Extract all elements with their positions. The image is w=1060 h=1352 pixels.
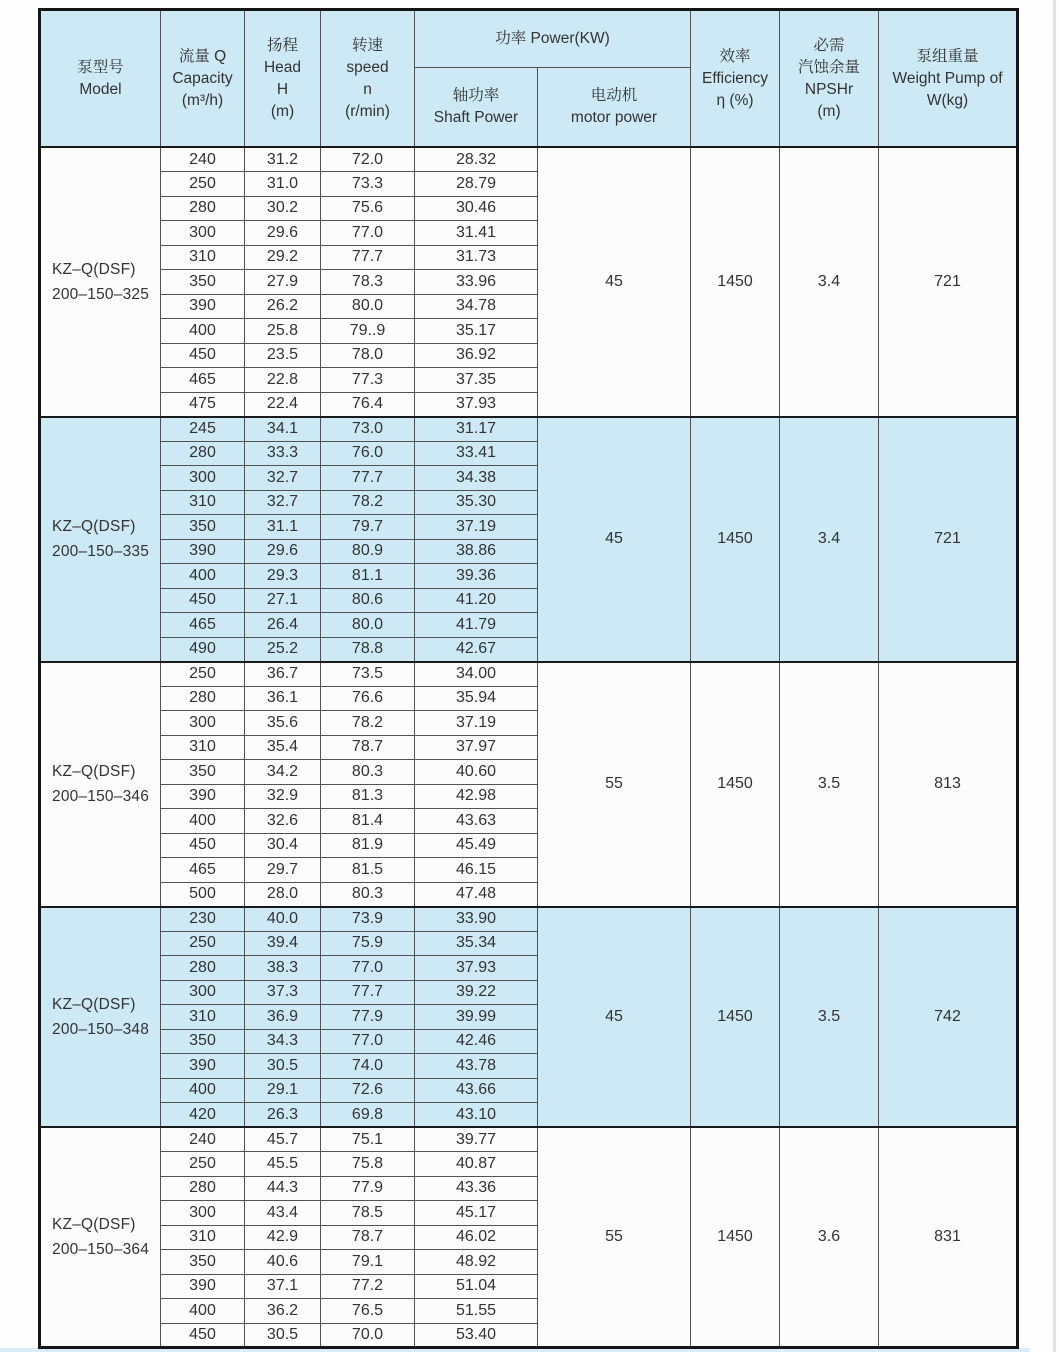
capacity-cell: 390	[161, 294, 245, 319]
model-line1: KZ–Q(DSF)	[52, 1216, 136, 1233]
head-cell: 25.2	[245, 637, 321, 662]
motor-power-cell: 45	[538, 147, 691, 417]
speed-cell: 72.6	[321, 1078, 415, 1103]
capacity-cell: 310	[161, 735, 245, 760]
capacity-cell: 465	[161, 613, 245, 638]
speed-cell: 75.1	[321, 1127, 415, 1152]
capacity-cell: 490	[161, 637, 245, 662]
motor-power-cell: 55	[538, 1127, 691, 1348]
speed-cell: 77.0	[321, 1029, 415, 1054]
shaft-power-cell: 42.67	[415, 637, 538, 662]
shaft-power-cell: 41.20	[415, 588, 538, 613]
head-cell: 30.4	[245, 833, 321, 858]
speed-cell: 73.9	[321, 907, 415, 932]
head-cell: 30.5	[245, 1054, 321, 1079]
model-line1: KZ–Q(DSF)	[52, 260, 136, 278]
capacity-cell: 450	[161, 1323, 245, 1348]
head-cell: 34.1	[245, 417, 321, 442]
shaft-power-cell: 33.96	[415, 270, 538, 295]
capacity-cell: 300	[161, 711, 245, 736]
head-cell: 29.2	[245, 245, 321, 270]
col-header-npshr	[780, 10, 879, 148]
speed-cell: 78.7	[321, 735, 415, 760]
speed-cell: 81.1	[321, 564, 415, 589]
npshr-cell: 3.4	[780, 147, 879, 417]
shaft-power-cell: 35.94	[415, 686, 538, 711]
shaft-power-cell: 28.32	[415, 147, 538, 172]
shaft-power-cell: 33.90	[415, 907, 538, 932]
speed-cell: 75.8	[321, 1152, 415, 1177]
speed-cell: 79.1	[321, 1250, 415, 1275]
shaft-power-cell: 37.19	[415, 515, 538, 540]
speed-cell: 73.3	[321, 172, 415, 197]
col-header-model	[40, 10, 161, 148]
shaft-power-cell: 30.46	[415, 196, 538, 221]
speed-cell: 79..9	[321, 319, 415, 344]
model-cell	[40, 417, 161, 662]
head-cell: 35.4	[245, 735, 321, 760]
header-npshr-zh2: 汽蚀余量	[798, 58, 861, 76]
model-line1: KZ–Q(DSF)	[52, 518, 136, 535]
shaft-power-cell: 42.98	[415, 784, 538, 809]
head-cell: 23.5	[245, 343, 321, 368]
model-cell	[40, 147, 161, 417]
shaft-power-cell: 41.79	[415, 613, 538, 638]
speed-cell: 75.9	[321, 931, 415, 956]
head-cell: 40.6	[245, 1250, 321, 1275]
shaft-power-cell: 37.35	[415, 368, 538, 393]
speed-cell: 81.5	[321, 858, 415, 883]
speed-cell: 80.9	[321, 539, 415, 564]
shaft-power-cell: 33.41	[415, 441, 538, 466]
header-speed-sym: n	[363, 80, 372, 98]
speed-cell: 77.0	[321, 221, 415, 246]
shaft-power-cell: 31.41	[415, 221, 538, 246]
capacity-cell: 350	[161, 1250, 245, 1275]
efficiency-cell: 1450	[691, 147, 780, 417]
head-cell: 29.1	[245, 1078, 321, 1103]
shaft-power-cell: 43.10	[415, 1103, 538, 1128]
head-cell: 31.0	[245, 172, 321, 197]
head-cell: 36.7	[245, 662, 321, 687]
head-cell: 36.9	[245, 1005, 321, 1030]
capacity-cell: 240	[161, 1127, 245, 1152]
shaft-power-cell: 35.30	[415, 490, 538, 515]
motor-power-cell: 45	[538, 907, 691, 1128]
capacity-cell: 390	[161, 1054, 245, 1079]
speed-cell: 76.6	[321, 686, 415, 711]
header-head-unit: (m)	[270, 102, 295, 120]
header-npshr-zh1: 必需	[813, 36, 845, 54]
speed-cell: 80.0	[321, 294, 415, 319]
capacity-cell: 350	[161, 270, 245, 295]
shaft-power-cell: 47.48	[415, 882, 538, 907]
model-line2: 200–150–335	[52, 543, 150, 560]
head-cell: 27.1	[245, 588, 321, 613]
weight-cell: 721	[879, 147, 1018, 417]
head-cell: 45.7	[245, 1127, 321, 1152]
weight-cell: 813	[879, 662, 1018, 907]
capacity-cell: 300	[161, 221, 245, 246]
spec-row	[40, 417, 1018, 442]
capacity-cell: 350	[161, 760, 245, 785]
speed-cell: 75.6	[321, 196, 415, 221]
speed-cell: 77.7	[321, 980, 415, 1005]
header-model-zh: 泵型号	[77, 58, 124, 76]
efficiency-cell: 1450	[691, 417, 780, 662]
speed-cell: 81.3	[321, 784, 415, 809]
speed-cell: 78.5	[321, 1201, 415, 1226]
speed-cell: 78.7	[321, 1225, 415, 1250]
capacity-cell: 465	[161, 368, 245, 393]
spec-row	[40, 662, 1018, 687]
capacity-cell: 250	[161, 172, 245, 197]
table-body	[40, 147, 1018, 1348]
capacity-cell: 400	[161, 319, 245, 344]
speed-cell: 76.4	[321, 392, 415, 417]
head-cell: 29.3	[245, 564, 321, 589]
speed-cell: 78.2	[321, 490, 415, 515]
weight-cell: 721	[879, 417, 1018, 662]
capacity-cell: 450	[161, 833, 245, 858]
head-cell: 26.2	[245, 294, 321, 319]
speed-cell: 74.0	[321, 1054, 415, 1079]
speed-cell: 80.3	[321, 760, 415, 785]
spec-row	[40, 907, 1018, 932]
capacity-cell: 390	[161, 784, 245, 809]
capacity-cell: 300	[161, 1201, 245, 1226]
speed-cell: 81.4	[321, 809, 415, 834]
head-cell: 29.6	[245, 221, 321, 246]
motor-power-cell: 45	[538, 417, 691, 662]
capacity-cell: 400	[161, 1078, 245, 1103]
capacity-cell: 310	[161, 245, 245, 270]
head-cell: 34.3	[245, 1029, 321, 1054]
capacity-cell: 400	[161, 1299, 245, 1324]
speed-cell: 77.7	[321, 466, 415, 491]
weight-cell: 742	[879, 907, 1018, 1128]
shaft-power-cell: 43.63	[415, 809, 538, 834]
shaft-power-cell: 35.34	[415, 931, 538, 956]
head-cell: 30.2	[245, 196, 321, 221]
shaft-power-cell: 51.55	[415, 1299, 538, 1324]
model-cell	[40, 1127, 161, 1348]
capacity-cell: 500	[161, 882, 245, 907]
speed-cell: 77.0	[321, 956, 415, 981]
model-line1: KZ–Q(DSF)	[52, 995, 136, 1013]
head-cell: 39.4	[245, 931, 321, 956]
head-cell: 40.0	[245, 907, 321, 932]
speed-cell: 78.3	[321, 270, 415, 295]
header-npshr-unit: (m)	[817, 102, 841, 120]
shaft-power-cell: 46.15	[415, 858, 538, 883]
speed-cell: 78.2	[321, 711, 415, 736]
shaft-power-cell: 34.78	[415, 294, 538, 319]
speed-cell: 80.3	[321, 882, 415, 907]
header-motor-power-zh: 电动机	[590, 87, 638, 104]
capacity-cell: 350	[161, 1029, 245, 1054]
speed-cell: 78.8	[321, 637, 415, 662]
speed-cell: 77.7	[321, 245, 415, 270]
head-cell: 33.3	[245, 441, 321, 466]
capacity-cell: 280	[161, 196, 245, 221]
speed-cell: 76.0	[321, 441, 415, 466]
header-motor-power-en: motor power	[570, 109, 658, 126]
capacity-cell: 475	[161, 392, 245, 417]
head-cell: 29.7	[245, 858, 321, 883]
shaft-power-cell: 39.99	[415, 1005, 538, 1030]
head-cell: 45.5	[245, 1152, 321, 1177]
page-edge-line	[1053, 0, 1056, 1352]
shaft-power-cell: 45.17	[415, 1201, 538, 1226]
shaft-power-cell: 51.04	[415, 1274, 538, 1299]
head-cell: 36.2	[245, 1299, 321, 1324]
model-line2: 200–150–348	[52, 1020, 150, 1038]
capacity-cell: 450	[161, 343, 245, 368]
capacity-cell: 390	[161, 539, 245, 564]
capacity-cell: 280	[161, 686, 245, 711]
header-head-en: Head	[263, 58, 302, 76]
header-weight-zh: 泵组重量	[916, 47, 979, 65]
capacity-cell: 300	[161, 466, 245, 491]
header-weight-en: Weight Pump of	[892, 69, 1003, 87]
header-weight-unit: W(kg)	[926, 91, 969, 109]
capacity-cell: 465	[161, 858, 245, 883]
shaft-power-cell: 35.17	[415, 319, 538, 344]
capacity-cell: 310	[161, 1005, 245, 1030]
speed-cell: 73.5	[321, 662, 415, 687]
capacity-cell: 390	[161, 1274, 245, 1299]
head-cell: 26.4	[245, 613, 321, 638]
head-cell: 27.9	[245, 270, 321, 295]
col-header-head	[245, 10, 321, 148]
shaft-power-cell: 43.78	[415, 1054, 538, 1079]
pump-spec-table	[38, 8, 1019, 1349]
speed-cell: 77.9	[321, 1176, 415, 1201]
header-model-en: Model	[79, 80, 122, 98]
capacity-cell: 450	[161, 588, 245, 613]
model-line2: 200–150–346	[52, 788, 150, 805]
speed-cell: 69.8	[321, 1103, 415, 1128]
shaft-power-cell: 42.46	[415, 1029, 538, 1054]
header-speed-unit: (r/min)	[345, 102, 390, 120]
head-cell: 30.5	[245, 1323, 321, 1348]
speed-cell: 78.0	[321, 343, 415, 368]
capacity-cell: 280	[161, 956, 245, 981]
shaft-power-cell: 43.36	[415, 1176, 538, 1201]
weight-cell: 831	[879, 1127, 1018, 1348]
shaft-power-cell: 43.66	[415, 1078, 538, 1103]
speed-cell: 76.5	[321, 1299, 415, 1324]
speed-cell: 77.9	[321, 1005, 415, 1030]
npshr-cell: 3.4	[780, 417, 879, 662]
header-efficiency-unit: η (%)	[716, 91, 754, 109]
shaft-power-cell: 34.00	[415, 662, 538, 687]
shaft-power-cell: 39.77	[415, 1127, 538, 1152]
shaft-power-cell: 31.73	[415, 245, 538, 270]
header-efficiency-zh: 效率	[719, 47, 751, 65]
head-cell: 38.3	[245, 956, 321, 981]
head-cell: 34.2	[245, 760, 321, 785]
capacity-cell: 350	[161, 515, 245, 540]
shaft-power-cell: 46.02	[415, 1225, 538, 1250]
header-speed-en: speed	[346, 58, 389, 76]
header-speed-zh: 转速	[351, 36, 383, 54]
efficiency-cell: 1450	[691, 1127, 780, 1348]
head-cell: 32.9	[245, 784, 321, 809]
head-cell: 35.6	[245, 711, 321, 736]
shaft-power-cell: 36.92	[415, 343, 538, 368]
shaft-power-cell: 37.19	[415, 711, 538, 736]
speed-cell: 80.0	[321, 613, 415, 638]
head-cell: 25.8	[245, 319, 321, 344]
col-header-power: 功率 Power(KW)	[415, 10, 691, 68]
capacity-cell: 280	[161, 441, 245, 466]
header-capacity-zh: 流量 Q	[178, 47, 227, 65]
capacity-cell: 310	[161, 490, 245, 515]
shaft-power-cell: 37.93	[415, 392, 538, 417]
model-cell	[40, 662, 161, 907]
head-cell: 37.3	[245, 980, 321, 1005]
head-cell: 31.2	[245, 147, 321, 172]
head-cell: 32.7	[245, 466, 321, 491]
head-cell: 26.3	[245, 1103, 321, 1128]
shaft-power-cell: 45.49	[415, 833, 538, 858]
head-cell: 42.9	[245, 1225, 321, 1250]
shaft-power-cell: 39.22	[415, 980, 538, 1005]
capacity-cell: 280	[161, 1176, 245, 1201]
capacity-cell: 250	[161, 1152, 245, 1177]
speed-cell: 81.9	[321, 833, 415, 858]
header-head-zh: 扬程	[266, 36, 298, 54]
head-cell: 44.3	[245, 1176, 321, 1201]
header-capacity-en: Capacity	[172, 69, 233, 87]
motor-power-cell: 55	[538, 662, 691, 907]
head-cell: 32.6	[245, 809, 321, 834]
model-line2: 200–150–364	[52, 1241, 150, 1258]
col-header-weight	[879, 10, 1018, 148]
speed-cell: 79.7	[321, 515, 415, 540]
capacity-cell: 300	[161, 980, 245, 1005]
capacity-cell: 310	[161, 1225, 245, 1250]
header-shaft-power-zh: 轴功率	[452, 87, 500, 104]
efficiency-cell: 1450	[691, 907, 780, 1128]
shaft-power-cell: 40.87	[415, 1152, 538, 1177]
col-header-motor-power	[538, 68, 691, 148]
head-cell: 37.1	[245, 1274, 321, 1299]
speed-cell: 73.0	[321, 417, 415, 442]
efficiency-cell: 1450	[691, 662, 780, 907]
header-head-sym: H	[276, 80, 289, 98]
shaft-power-cell: 48.92	[415, 1250, 538, 1275]
header-capacity-unit: (m³/h)	[181, 91, 224, 109]
head-cell: 29.6	[245, 539, 321, 564]
shaft-power-cell: 53.40	[415, 1323, 538, 1348]
header-shaft-power-en: Shaft Power	[433, 109, 519, 126]
shaft-power-cell: 38.86	[415, 539, 538, 564]
shaft-power-cell: 39.36	[415, 564, 538, 589]
header-efficiency-en: Efficiency	[701, 69, 769, 87]
spec-row	[40, 1127, 1018, 1152]
capacity-cell: 420	[161, 1103, 245, 1128]
col-header-efficiency	[691, 10, 780, 148]
head-cell: 43.4	[245, 1201, 321, 1226]
speed-cell: 70.0	[321, 1323, 415, 1348]
head-cell: 31.1	[245, 515, 321, 540]
head-cell: 28.0	[245, 882, 321, 907]
npshr-cell: 3.6	[780, 1127, 879, 1348]
capacity-cell: 230	[161, 907, 245, 932]
speed-cell: 77.3	[321, 368, 415, 393]
npshr-cell: 3.5	[780, 662, 879, 907]
speed-cell: 77.2	[321, 1274, 415, 1299]
table-header	[40, 10, 1018, 148]
capacity-cell: 240	[161, 147, 245, 172]
head-cell: 22.8	[245, 368, 321, 393]
shaft-power-cell: 34.38	[415, 466, 538, 491]
spec-row	[40, 147, 1018, 172]
model-line2: 200–150–325	[52, 285, 150, 303]
head-cell: 36.1	[245, 686, 321, 711]
col-header-capacity	[161, 10, 245, 148]
capacity-cell: 250	[161, 931, 245, 956]
capacity-cell: 400	[161, 564, 245, 589]
capacity-cell: 245	[161, 417, 245, 442]
shaft-power-cell: 40.60	[415, 760, 538, 785]
model-cell	[40, 907, 161, 1128]
shaft-power-cell: 37.97	[415, 735, 538, 760]
col-header-speed	[321, 10, 415, 148]
col-header-shaft-power	[415, 68, 538, 148]
header-npshr-en: NPSHr	[804, 80, 854, 98]
speed-cell: 72.0	[321, 147, 415, 172]
shaft-power-cell: 31.17	[415, 417, 538, 442]
shaft-power-cell: 37.93	[415, 956, 538, 981]
capacity-cell: 250	[161, 662, 245, 687]
head-cell: 22.4	[245, 392, 321, 417]
capacity-cell: 400	[161, 809, 245, 834]
model-line1: KZ–Q(DSF)	[52, 763, 136, 780]
speed-cell: 80.6	[321, 588, 415, 613]
shaft-power-cell: 28.79	[415, 172, 538, 197]
head-cell: 32.7	[245, 490, 321, 515]
npshr-cell: 3.5	[780, 907, 879, 1128]
